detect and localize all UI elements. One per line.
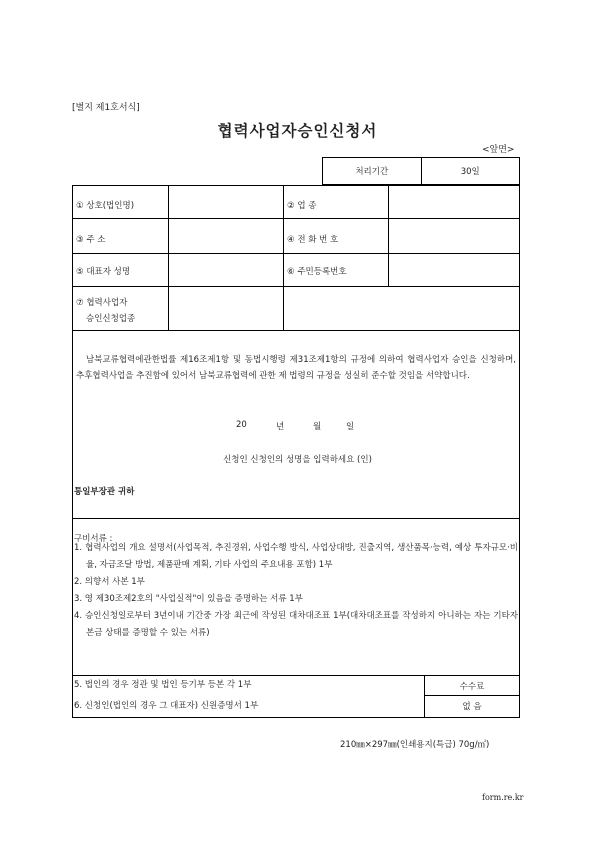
phone-field[interactable] [389,219,519,252]
list-item: 1. 협력사업의 개요 설명서(사업목적, 추진경위, 사업수행 방식, 사업상대방, 진출지역, 생산품목·능력, 예상 투자규모·비율, 자금조달 방법, 제품판매 계획, 기타 사업의 주요내용 포함) 1부 [74,543,518,570]
list-item: 6. 신청인(법인의 경우 그 대표자) 신원증명서 1부 [74,701,259,711]
field-label-phone: ④ 전 화 번 호 [287,235,339,245]
field-label-resident-number: ⑥ 주민등록번호 [287,267,347,277]
business-category-field[interactable] [169,287,282,329]
date-year-unit: 년 [276,422,285,432]
site-watermark: form.re.kr [482,793,524,802]
declaration-text: 남북교류협력에관한법률 제16조제1항 및 동법시행령 제31조제1항의 규정에 의하여 협력사업자 승인을 신청하며, 추후협력사업을 추진함에 있어서 남북교류협력에 관한 제 법령의 규정을 성실히 준수할 것임을 서약합니다. [76,355,516,381]
representative-field[interactable] [169,254,282,285]
list-item: 3. 영 제30조제2호의 "사업실적"이 있음을 증명하는 서류 1부 [74,594,303,604]
list-item: 5. 법인의 경우 정관 및 법인 등기부 등본 각 1부 [74,680,252,690]
divider [72,675,520,676]
paper-spec: 210㎜×297㎜(인쇄용지(특급) 70g/㎡) [340,740,490,750]
divider [72,518,520,519]
list-item: 4. 승인신청일로부터 3년이내 기간중 가장 최근에 작성된 대차대조표 1부(대차대조표를 작성하지 아니하는 자는 기타자본금 상태를 증명할 수 있는 서류) [74,611,518,638]
date-day-unit: 일 [346,422,355,432]
field-label-business-category-2: 승인신청업종 [86,314,136,324]
date-year: 20 [236,420,247,430]
requirements-heading: 구비서류 : [74,534,113,544]
page-side-label: <앞면> [482,145,515,155]
field-label-company-name: ① 상호(법인명) [76,201,135,211]
page-title: 협력사업자승인신청서 [217,122,378,140]
addressee: 통일부장관 귀하 [74,487,135,497]
divider [283,185,284,330]
field-label-business-type: ② 업 종 [287,201,317,211]
divider [424,695,520,696]
business-type-field[interactable] [389,186,519,217]
field-label-representative: ⑤ 대표자 성명 [76,267,131,277]
applicant-signature[interactable]: 신청인 신청인의 성명을 입력하세요 (인) [223,455,372,465]
resident-number-field[interactable] [389,254,519,285]
address-field[interactable] [169,219,282,252]
processing-period-value: 30일 [460,167,480,177]
fee-value: 없 음 [462,702,482,712]
field-label-business-category: ⑦ 협력사업자 [76,298,128,308]
list-item: 2. 의향서 사본 1부 [74,577,145,587]
requirements-list [74,540,518,642]
form-number: [별지 제1호서식] [72,103,140,113]
processing-period-box [322,157,520,185]
divider [72,286,520,287]
fee-label: 수수료 [459,682,485,692]
processing-period-label: 처리기간 [323,158,422,184]
field-label-address: ③ 주 소 [76,235,106,245]
company-name-field[interactable] [169,186,282,217]
date-month-unit: 월 [313,422,322,432]
divider [72,330,520,331]
